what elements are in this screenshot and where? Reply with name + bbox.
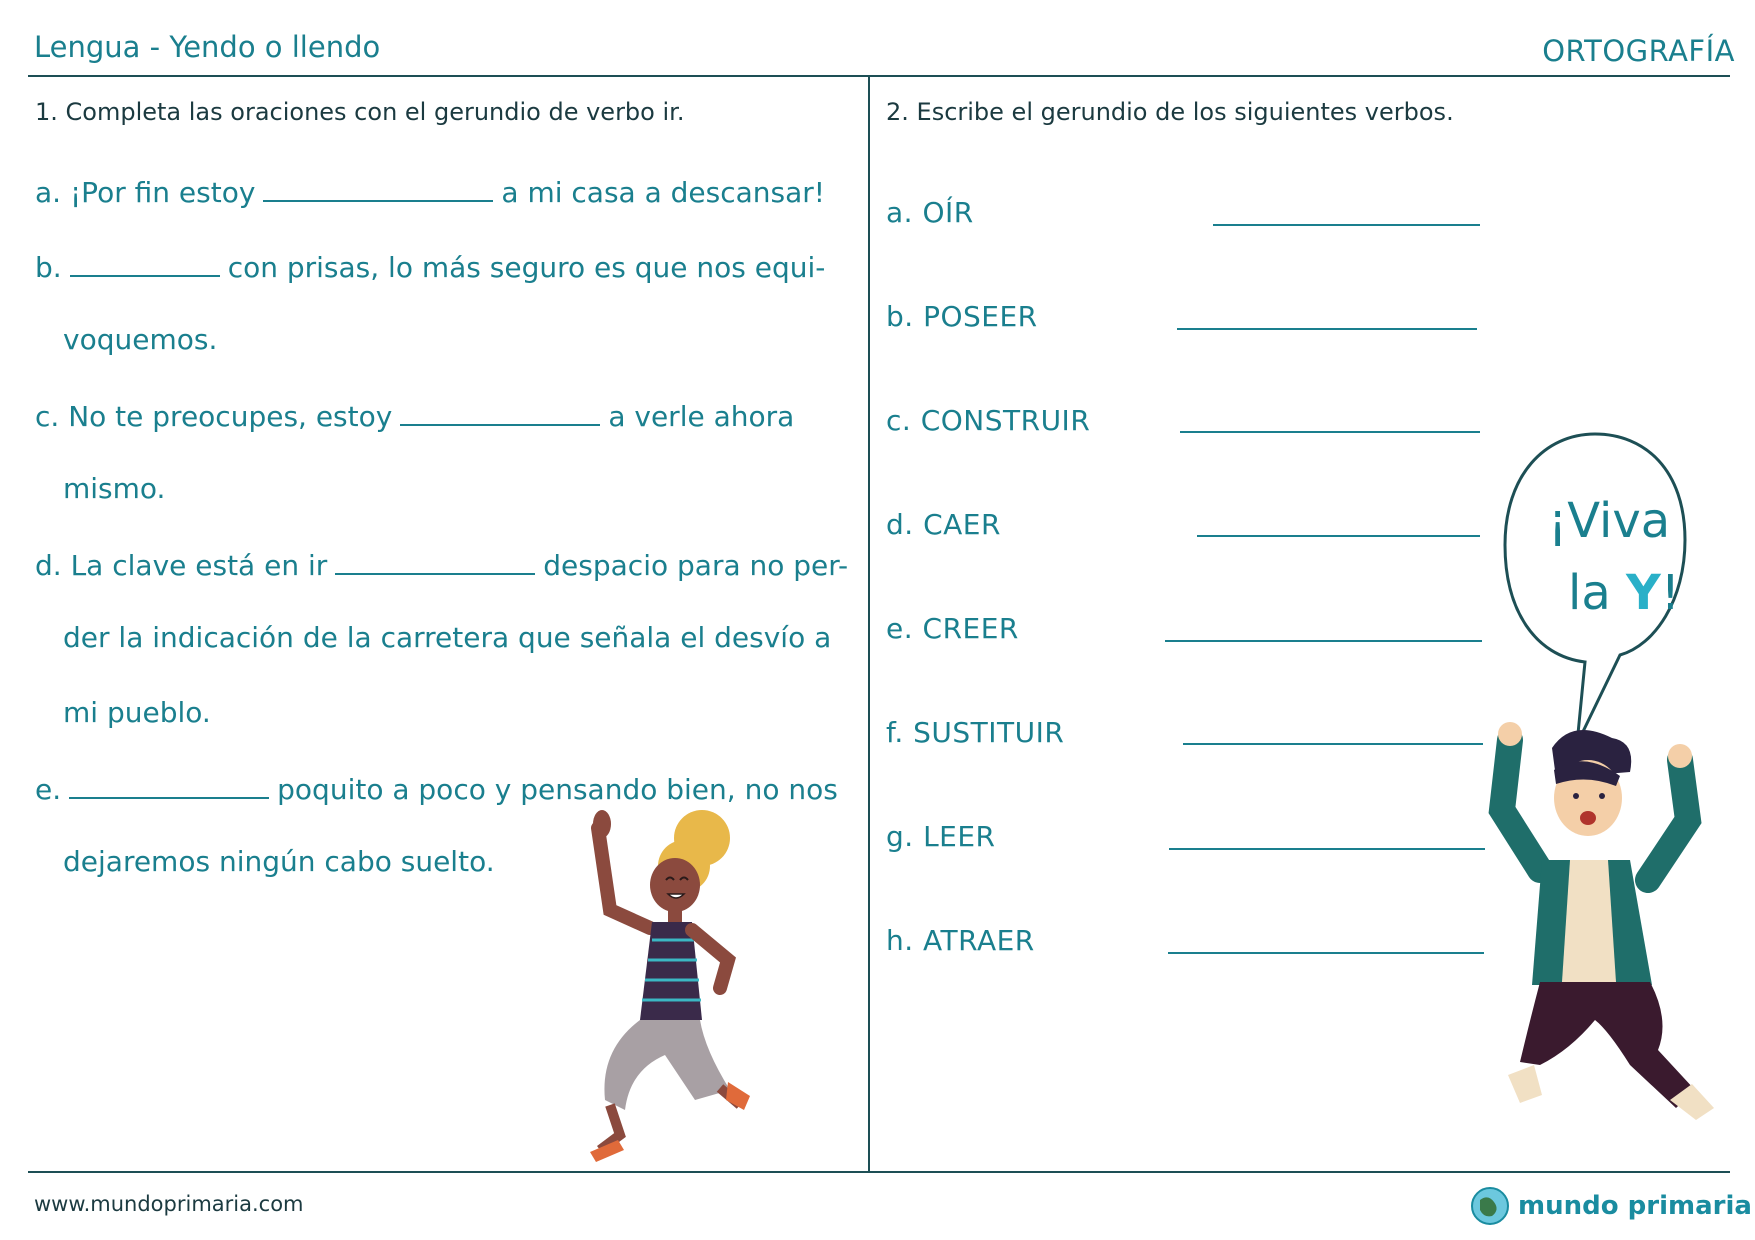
sentence-a-start: a. ¡Por fin estoy xyxy=(35,176,256,209)
mundo-primaria-logo xyxy=(1470,1186,1752,1226)
bubble-la: la xyxy=(1568,565,1627,621)
exercise1-title: 1. Completa las oraciones con el gerundio de verbo ir. xyxy=(35,98,685,126)
sentence-d-cont: der la indicación de la carretera que señala el desvío a xyxy=(63,621,832,654)
sentence-e-end: poquito a poco y pensando bien, no nos xyxy=(277,773,838,806)
sentence-d xyxy=(35,547,848,582)
worksheet-title: Lengua - Yendo o llendo xyxy=(34,30,381,64)
bubble-exclaim: ! xyxy=(1660,565,1681,621)
column-divider xyxy=(868,75,870,1171)
sentence-e xyxy=(35,771,838,806)
sentence-b-start: b. xyxy=(35,251,62,284)
logo-text: mundo primaria xyxy=(1518,1191,1752,1221)
answer-blank-d[interactable] xyxy=(335,547,535,575)
verb-h: h. ATRAER xyxy=(886,924,1035,957)
jumping-boy-illustration xyxy=(1480,720,1720,1140)
exercise2-title: 2. Escribe el gerundio de los siguientes verbos. xyxy=(886,98,1454,126)
sentence-d-start: d. La clave está en ir xyxy=(35,549,328,582)
bubble-text xyxy=(1548,485,1680,629)
verb-c: c. CONSTRUIR xyxy=(886,404,1091,437)
sentence-e-start: e. xyxy=(35,773,62,806)
bubble-y: Y xyxy=(1626,565,1661,621)
verb-answer-line-b[interactable] xyxy=(1177,328,1477,330)
sentence-c-start: c. No te preocupes, estoy xyxy=(35,400,393,433)
answer-blank-a[interactable] xyxy=(263,174,493,202)
answer-blank-e[interactable] xyxy=(69,771,269,799)
footer-rule xyxy=(28,1171,1730,1173)
bubble-line-2 xyxy=(1548,557,1680,629)
sentence-a xyxy=(35,174,825,209)
jumping-girl-illustration xyxy=(580,810,760,1170)
header-rule xyxy=(28,75,1730,77)
verb-answer-line-e[interactable] xyxy=(1165,640,1482,642)
subject-label: ORTOGRAFÍA xyxy=(1542,34,1735,68)
verb-answer-line-d[interactable] xyxy=(1197,535,1480,537)
verb-e: e. CREER xyxy=(886,612,1019,645)
sentence-c xyxy=(35,398,794,433)
verb-b: b. POSEER xyxy=(886,300,1038,333)
verb-d: d. CAER xyxy=(886,508,1001,541)
sentence-d-end: despacio para no per- xyxy=(543,549,849,582)
verb-answer-line-c[interactable] xyxy=(1180,431,1480,433)
sentence-b-cont: voquemos. xyxy=(63,323,218,356)
answer-blank-b[interactable] xyxy=(70,249,220,277)
globe-icon xyxy=(1470,1186,1510,1226)
verb-f: f. SUSTITUIR xyxy=(886,716,1065,749)
verb-answer-line-g[interactable] xyxy=(1169,848,1485,850)
bubble-line-1: ¡Viva xyxy=(1548,493,1671,549)
sentence-e-cont: dejaremos ningún cabo suelto. xyxy=(63,845,495,878)
sentence-c-end: a verle ahora xyxy=(608,400,795,433)
sentence-c-cont: mismo. xyxy=(63,472,166,505)
verb-a: a. OÍR xyxy=(886,196,974,229)
verb-answer-line-f[interactable] xyxy=(1183,743,1483,745)
verb-answer-line-h[interactable] xyxy=(1168,952,1484,954)
verb-g: g. LEER xyxy=(886,820,996,853)
answer-blank-c[interactable] xyxy=(400,398,600,426)
sentence-b xyxy=(35,249,825,284)
verb-answer-line-a[interactable] xyxy=(1213,224,1480,226)
footer-url[interactable]: www.mundoprimaria.com xyxy=(34,1192,304,1216)
sentence-a-end: a mi casa a descansar! xyxy=(501,176,826,209)
sentence-b-end: con prisas, lo más seguro es que nos equi- xyxy=(227,251,826,284)
sentence-d-cont2: mi pueblo. xyxy=(63,696,211,729)
